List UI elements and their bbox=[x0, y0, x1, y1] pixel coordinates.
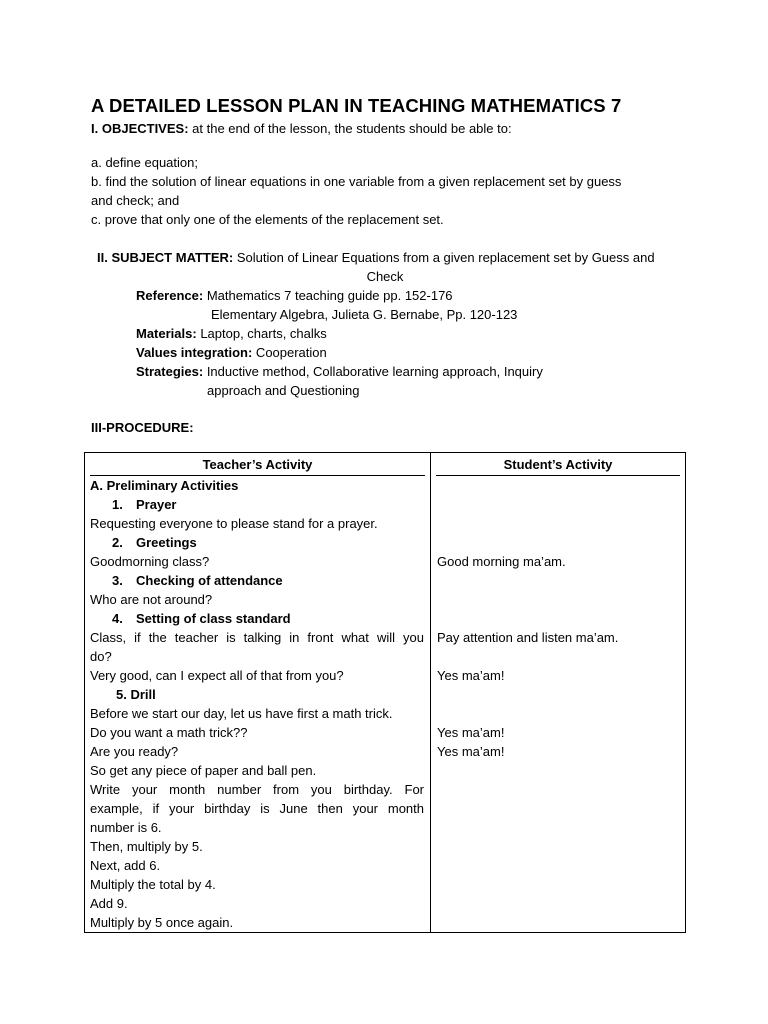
drill-text-5c: number is 6. bbox=[90, 820, 162, 835]
student-column bbox=[431, 453, 686, 933]
materials-line bbox=[136, 324, 327, 343]
drill-text-2: Do you want a math trick?? bbox=[90, 725, 248, 740]
procedure-label: III-PROCEDURE: bbox=[91, 420, 194, 435]
student-response-attention: Pay attention and listen ma’am. bbox=[437, 630, 619, 645]
item-title: Greetings bbox=[136, 535, 197, 550]
item-prayer bbox=[90, 495, 424, 514]
teacher-column bbox=[85, 453, 431, 933]
strategies-line-2: approach and Questioning bbox=[207, 383, 360, 398]
drill-text-1: Before we start our day, let us have first a math trick. bbox=[90, 706, 393, 721]
objectives-intro bbox=[91, 119, 679, 138]
item-attendance bbox=[90, 571, 424, 590]
subject-matter-label: II. SUBJECT MATTER: bbox=[97, 250, 234, 265]
strategies-label: Strategies: bbox=[136, 364, 204, 379]
standard-text-3: Very good, can I expect all of that from you? bbox=[90, 668, 344, 683]
drill-text-7: Next, add 6. bbox=[90, 858, 161, 873]
drill-text-5b: example, if your birthday is June then your month bbox=[90, 801, 424, 816]
subject-matter-text: Solution of Linear Equations from a given replacement set by Guess and bbox=[233, 250, 655, 265]
item-number: 2. bbox=[112, 535, 123, 550]
reference-line-2: Elementary Algebra, Julieta G. Bernabe, Pp. 120-123 bbox=[211, 307, 518, 322]
section-preliminary-activities: A. Preliminary Activities bbox=[90, 478, 239, 493]
objectives-label: I. OBJECTIVES: bbox=[91, 121, 189, 136]
objective-b-line1: b. find the solution of linear equations in one variable from a given replacement set by guess bbox=[91, 174, 622, 189]
objectives-intro-text: at the end of the lesson, the students should be able to: bbox=[188, 121, 512, 136]
drill-text-3: Are you ready? bbox=[90, 744, 179, 759]
greetings-text: Goodmorning class? bbox=[90, 554, 210, 569]
drill-text-6: Then, multiply by 5. bbox=[90, 839, 203, 854]
standard-text-1: Class, if the teacher is talking in front what will you bbox=[90, 630, 424, 645]
drill-text-8: Multiply the total by 4. bbox=[90, 877, 216, 892]
subject-matter-continued: Check bbox=[366, 269, 404, 284]
student-response-greeting: Good morning ma’am. bbox=[437, 554, 566, 569]
objective-c: c. prove that only one of the elements of the replacement set. bbox=[91, 212, 444, 227]
strategies-line bbox=[136, 362, 543, 381]
strategies-text: Inductive method, Collaborative learning approach, Inquiry bbox=[203, 364, 543, 379]
attendance-text: Who are not around? bbox=[90, 592, 213, 607]
item-number: 1. bbox=[112, 497, 123, 512]
item-title: Setting of class standard bbox=[136, 611, 291, 626]
subject-matter-line bbox=[97, 248, 655, 267]
student-response-yes-1: Yes ma’am! bbox=[437, 668, 505, 683]
drill-text-5a: Write your month number from you birthday. For bbox=[90, 782, 424, 797]
materials-label: Materials: bbox=[136, 326, 197, 341]
reference-label: Reference: bbox=[136, 288, 204, 303]
item-number: 3. bbox=[112, 573, 123, 588]
item-title: Prayer bbox=[136, 497, 177, 512]
materials-text: Laptop, charts, chalks bbox=[196, 326, 327, 341]
objective-a: a. define equation; bbox=[91, 155, 198, 170]
item-drill: 5. Drill bbox=[116, 687, 156, 702]
drill-text-9: Add 9. bbox=[90, 896, 128, 911]
prayer-text: Requesting everyone to please stand for a prayer. bbox=[90, 516, 378, 531]
item-title: Checking of attendance bbox=[136, 573, 283, 588]
reference-line bbox=[136, 286, 453, 305]
procedure-table bbox=[84, 452, 686, 933]
reference-text: Mathematics 7 teaching guide pp. 152-176 bbox=[203, 288, 453, 303]
item-greetings bbox=[90, 533, 424, 552]
values-text: Cooperation bbox=[252, 345, 327, 360]
drill-text-10: Multiply by 5 once again. bbox=[90, 915, 234, 930]
teacher-activity-header: Teacher’s Activity bbox=[90, 455, 425, 476]
student-response-yes-3: Yes ma’am! bbox=[437, 744, 505, 759]
student-response-yes-2: Yes ma’am! bbox=[437, 725, 505, 740]
item-class-standard bbox=[90, 609, 424, 628]
standard-text-2: do? bbox=[90, 649, 112, 664]
values-line bbox=[136, 343, 327, 362]
item-number: 4. bbox=[112, 611, 123, 626]
objective-b-line2: and check; and bbox=[91, 193, 180, 208]
student-activity-header: Student’s Activity bbox=[436, 455, 680, 476]
document-title: A DETAILED LESSON PLAN IN TEACHING MATHEMATICS 7 bbox=[91, 95, 622, 116]
values-label: Values integration: bbox=[136, 345, 253, 360]
drill-text-4: So get any piece of paper and ball pen. bbox=[90, 763, 317, 778]
